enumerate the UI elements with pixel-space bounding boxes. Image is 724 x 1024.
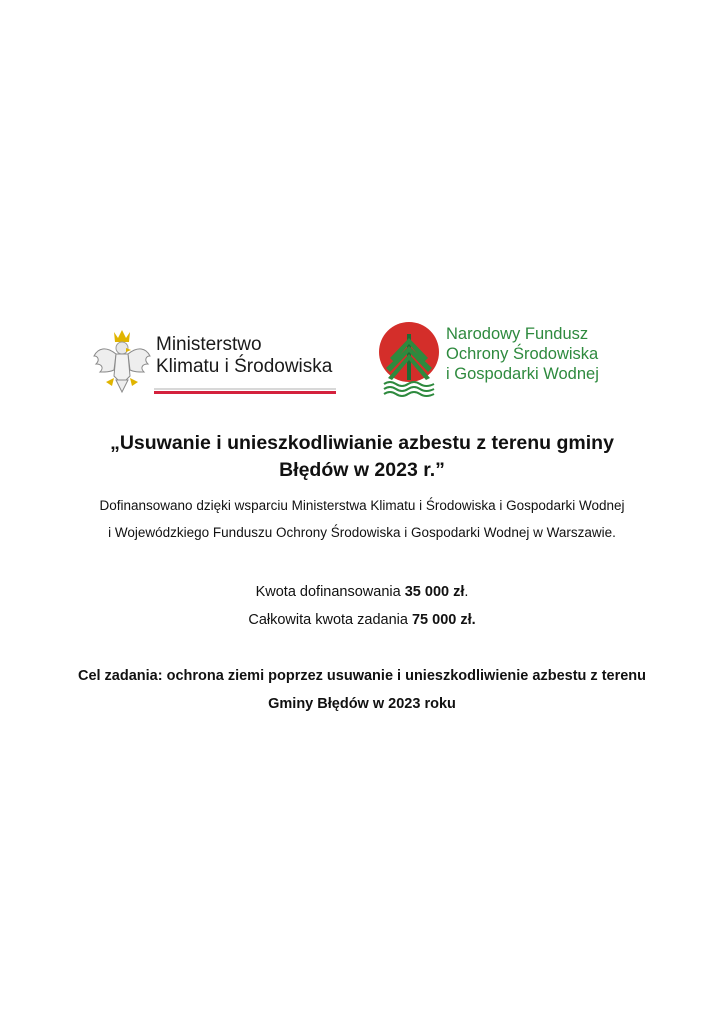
goal-line2: Gminy Błędów w 2023 roku (268, 696, 456, 712)
total-label: Całkowita kwota zadania (248, 612, 412, 628)
goal-line1: Cel zadania: ochrona ziemi poprzez usuwanie i unieszkodliwienie azbestu z terenu (77, 668, 647, 684)
total-value: 75 000 zł. (411, 612, 476, 628)
logos-header (0, 318, 724, 398)
project-title-line2: Błędów w 2023 r.” (279, 459, 445, 481)
ministry-logo (92, 326, 342, 402)
grant-suffix: . (464, 584, 469, 600)
polish-eagle-icon (92, 326, 152, 398)
fund-name-line3: i Gospodarki Wodnej (446, 365, 599, 383)
fund-name-line1: Narodowy Fundusz (446, 325, 589, 343)
funding-note-line2: i Wojewódzkiego Funduszu Ochrony Środowiska i Gospodarki Wodnej w Warszawie. (108, 525, 616, 540)
grant-label: Kwota dofinansowania (255, 584, 405, 600)
nfosigw-emblem-icon (378, 318, 440, 398)
document-body (0, 430, 724, 718)
grant-amount (0, 578, 724, 606)
ministry-flag-bar (154, 388, 336, 394)
fund-name-line2: Ochrony Środowiska (446, 345, 599, 363)
grant-value: 35 000 zł (404, 584, 465, 600)
fund-name (446, 324, 599, 384)
ministry-name-line1: Ministerstwo (156, 334, 262, 355)
ministry-name-line2: Klimatu i Środowiska (156, 356, 333, 377)
project-title-line1: „Usuwanie i unieszkodliwianie azbestu z terenu gminy (110, 432, 614, 454)
fund-logo (378, 318, 638, 398)
ministry-name (156, 334, 332, 378)
total-amount (0, 606, 724, 634)
funding-note-line1: Dofinansowano dzięki wsparciu Ministerstwa Klimatu i Środowiska i Gospodarki Wodnej (99, 498, 625, 513)
